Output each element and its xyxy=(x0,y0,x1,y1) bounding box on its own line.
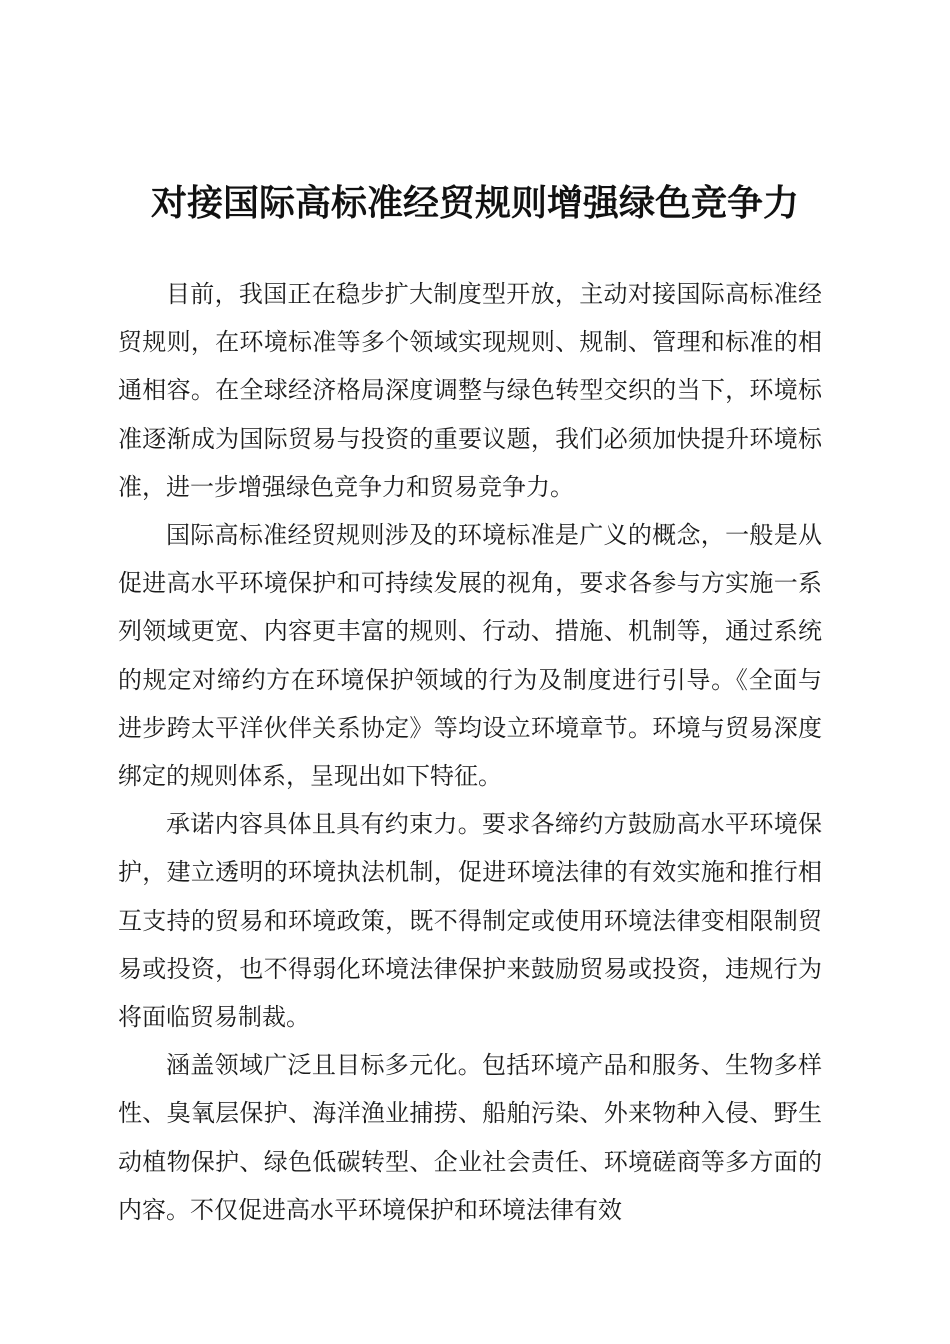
document-body xyxy=(118,270,822,1234)
paragraph-3: 承诺内容具体且具有约束力。要求各缔约方鼓励高水平环境保护，建立透明的环境执法机制，促进环境法律的有效实施和推行相互支持的贸易和环境政策，既不得制定或使用环境法律变相限制贸易或投资，也不得弱化环境法律保护来鼓励贸易或投资，违规行为将面临贸易制裁。 xyxy=(118,810,822,1032)
paragraph-1: 目前，我国正在稳步扩大制度型开放，主动对接国际高标准经贸规则，在环境标准等多个领域实现规则、规制、管理和标准的相通相容。在全球经济格局深度调整与绿色转型交织的当下，环境标准逐渐成为国际贸易与投资的重要议题，我们必须加快提升环境标准，进一步增强绿色竞争力和贸易竞争力。 xyxy=(118,280,822,501)
document-title: 对接国际高标准经贸规则增强绿色竞争力 xyxy=(150,182,799,224)
paragraph-2: 国际高标准经贸规则涉及的环境标准是广义的概念，一般是从促进高水平环境保护和可持续发展的视角，要求各参与方实施一系列领域更宽、内容更丰富的规则、行动、措施、机制等，通过系统的规定对缔约方在环境保护领域的行为及制度进行引导。《全面与进步跨太平洋伙伴关系协定》等均设立环境章节。环境与贸易深度绑定的规则体系，呈现出如下特征。 xyxy=(118,521,822,791)
paragraph-4: 涵盖领域广泛且目标多元化。包括环境产品和服务、生物多样性、臭氧层保护、海洋渔业捕捞、船舶污染、外来物种入侵、野生动植物保护、绿色低碳转型、企业社会责任、环境磋商等多方面的内容。不仅促进高水平环境保护和环境法律有效 xyxy=(118,1051,822,1224)
